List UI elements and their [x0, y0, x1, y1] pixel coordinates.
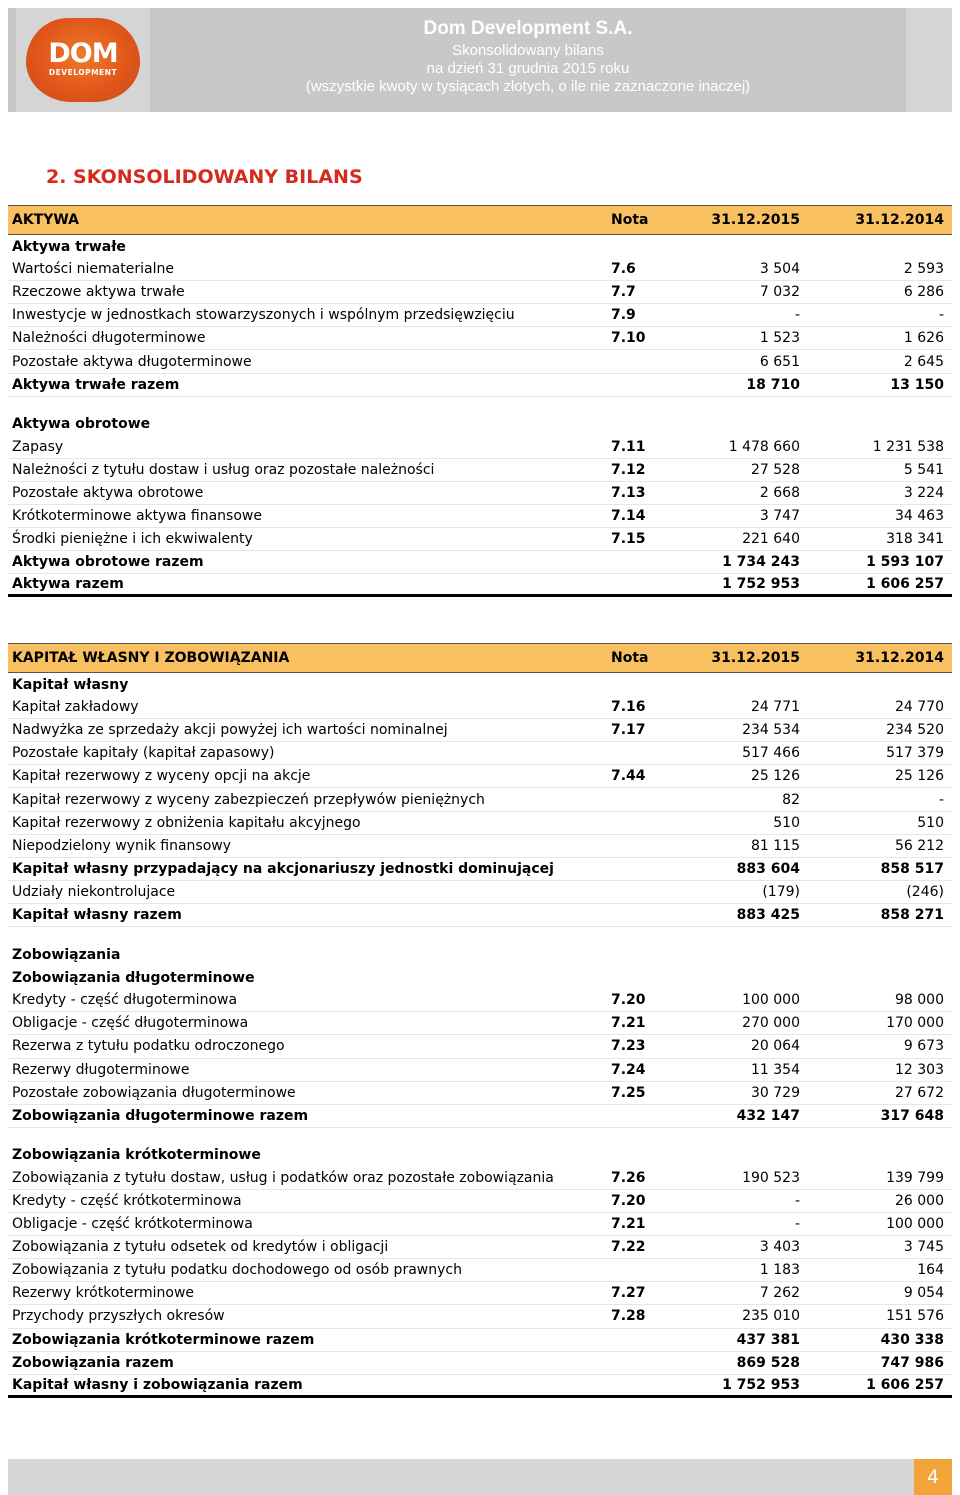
- table-row: [8, 1282, 952, 1305]
- row-label: Aktywa trwałe: [12, 238, 126, 255]
- row-value-2015: 517 466: [742, 745, 800, 762]
- row-label: Aktywa razem: [12, 576, 124, 593]
- row-nota: 7.26: [611, 1169, 646, 1186]
- table-row: [8, 765, 952, 788]
- row-label: Zobowiązania z tytułu dostaw, usług i podatków oraz pozostałe zobowiązania: [12, 1169, 554, 1186]
- row-value-2015: 235 010: [742, 1308, 800, 1325]
- row-nota: 7.12: [611, 461, 646, 478]
- row-value-2014: 3 224: [903, 484, 944, 501]
- row-label: Udziały niekontrolujace: [12, 883, 176, 900]
- row-value-2015: 1 734 243: [722, 554, 800, 571]
- row-nota: 7.44: [611, 768, 646, 785]
- table-row: [8, 1236, 952, 1259]
- row-value-2014: 430 338: [880, 1331, 944, 1348]
- row-value-2014: 747 986: [880, 1354, 944, 1371]
- row-label: Kapitał zakładowy: [12, 699, 139, 716]
- row-value-2014: 100 000: [886, 1216, 944, 1233]
- row-value-2015: 883 425: [736, 906, 800, 923]
- header-right-strip: [906, 8, 952, 112]
- row-label: Należności z tytułu dostaw i usług oraz pozostałe należności: [12, 461, 435, 478]
- table-row: [8, 812, 952, 835]
- row-nota: 7.13: [611, 484, 646, 501]
- row-nota: 7.20: [611, 1193, 646, 1210]
- row-label: Pozostałe aktywa obrotowe: [12, 484, 204, 501]
- assets-table-header: [8, 205, 952, 235]
- table-row: [8, 1259, 952, 1282]
- row-label: Zobowiązania długoterminowe: [12, 969, 255, 986]
- row-label: Rezerwy długoterminowe: [12, 1061, 190, 1078]
- row-value-2015: 81 115: [751, 837, 800, 854]
- row-value-2015: 2 668: [759, 484, 800, 501]
- table-row: [8, 574, 952, 597]
- row-label: Pozostałe kapitały (kapitał zapasowy): [12, 745, 275, 762]
- table-row: [8, 1167, 952, 1190]
- row-value-2015: 27 528: [751, 461, 800, 478]
- table-row: [8, 1305, 952, 1328]
- row-value-2015: 82: [782, 791, 800, 808]
- row-value-2015: 869 528: [736, 1354, 800, 1371]
- row-label: Zobowiązania z tytułu odsetek od kredytów i obligacji: [12, 1239, 389, 1256]
- row-value-2014: 9 054: [903, 1285, 944, 1302]
- row-value-2015: 510: [773, 814, 800, 831]
- page-header: [8, 8, 952, 112]
- row-nota: 7.22: [611, 1239, 646, 1256]
- row-label: Zobowiązania: [12, 946, 121, 963]
- assets-rows: [8, 235, 952, 597]
- spacer-row: [8, 1128, 952, 1144]
- row-value-2015: 270 000: [742, 1015, 800, 1032]
- row-value-2014: 26 000: [895, 1193, 944, 1210]
- row-nota: 7.7: [611, 284, 636, 301]
- row-value-2015: 3 403: [759, 1239, 800, 1256]
- company-name: Dom Development S.A.: [423, 18, 633, 39]
- row-value-2014: -: [938, 791, 944, 808]
- row-value-2015: 437 381: [736, 1331, 800, 1348]
- row-value-2015: 1 183: [759, 1262, 800, 1279]
- table-row: [8, 881, 952, 904]
- row-label: Kapitał własny przypadający na akcjonariuszy jednostki dominującej: [12, 860, 554, 877]
- row-nota: 7.21: [611, 1015, 646, 1032]
- row-value-2014: 317 648: [880, 1107, 944, 1124]
- logo-main-text: DOM: [48, 38, 118, 69]
- row-nota: 7.28: [611, 1308, 646, 1325]
- row-value-2014: 510: [917, 814, 944, 831]
- table-row: [8, 1329, 952, 1352]
- table-row: [8, 858, 952, 881]
- row-nota: 7.27: [611, 1285, 646, 1302]
- row-value-2015: 11 354: [751, 1061, 800, 1078]
- row-nota: 7.17: [611, 722, 646, 739]
- row-label: Pozostałe aktywa długoterminowe: [12, 353, 252, 370]
- row-label: Kapitał rezerwowy z wyceny zabezpieczeń przepływów pieniężnych: [12, 791, 485, 808]
- table-row: [8, 350, 952, 373]
- row-label: Zobowiązania krótkoterminowe: [12, 1147, 261, 1164]
- row-value-2014: 25 126: [895, 768, 944, 785]
- logo-box: [16, 8, 150, 112]
- table-row: [8, 1213, 952, 1236]
- row-value-2015: -: [794, 1216, 800, 1233]
- row-value-2014: 6 286: [903, 284, 944, 301]
- row-nota: 7.20: [611, 992, 646, 1009]
- row-value-2015: 432 147: [736, 1107, 800, 1124]
- row-label: Krótkoterminowe aktywa finansowe: [12, 508, 262, 525]
- row-value-2015: -: [794, 307, 800, 324]
- row-nota: 7.24: [611, 1061, 646, 1078]
- row-value-2015: 3 504: [759, 261, 800, 278]
- equity-liabilities-table: [8, 643, 952, 1398]
- table-row: [8, 989, 952, 1012]
- section-row: [8, 943, 952, 966]
- row-value-2014: 858 517: [880, 860, 944, 877]
- row-label: Zobowiązania długoterminowe razem: [12, 1107, 309, 1124]
- row-label: Kapitał własny razem: [12, 906, 182, 923]
- page-footer: [8, 1459, 952, 1495]
- liabilities-header-nota: Nota: [611, 650, 649, 666]
- section-row: [8, 1144, 952, 1167]
- row-value-2014: 517 379: [886, 745, 944, 762]
- section-row: [8, 673, 952, 696]
- row-label: Środki pieniężne i ich ekwiwalenty: [12, 531, 253, 548]
- table-row: [8, 1352, 952, 1375]
- spacer-row: [8, 927, 952, 943]
- row-value-2014: 1 231 538: [872, 438, 944, 455]
- row-value-2014: 13 150: [890, 376, 944, 393]
- row-value-2015: 221 640: [742, 531, 800, 548]
- row-nota: 7.21: [611, 1216, 646, 1233]
- table-row: [8, 482, 952, 505]
- row-nota: 7.15: [611, 531, 646, 548]
- row-value-2015: 3 747: [759, 508, 800, 525]
- row-nota: 7.6: [611, 261, 636, 278]
- dom-development-logo: [26, 18, 140, 102]
- row-value-2015: 30 729: [751, 1084, 800, 1101]
- row-value-2015: -: [794, 1193, 800, 1210]
- row-value-2015: 1 478 660: [728, 438, 800, 455]
- row-nota: 7.16: [611, 699, 646, 716]
- table-row: [8, 1035, 952, 1058]
- row-value-2014: 234 520: [886, 722, 944, 739]
- row-value-2015: 190 523: [742, 1169, 800, 1186]
- row-label: Wartości niematerialne: [12, 261, 174, 278]
- row-label: Przychody przyszłych okresów: [12, 1308, 225, 1325]
- row-value-2014: 2 645: [903, 353, 944, 370]
- spacer-row: [8, 397, 952, 413]
- table-row: [8, 1190, 952, 1213]
- row-value-2015: 18 710: [746, 376, 800, 393]
- row-value-2014: 34 463: [895, 508, 944, 525]
- table-row: [8, 1105, 952, 1128]
- row-value-2014: 9 673: [903, 1038, 944, 1055]
- row-value-2014: 170 000: [886, 1015, 944, 1032]
- row-label: Kapitał rezerwowy z obniżenia kapitału akcyjnego: [12, 814, 361, 831]
- row-value-2015: 24 771: [751, 699, 800, 716]
- row-value-2014: 164: [917, 1262, 944, 1279]
- report-name: Skonsolidowany bilans: [452, 42, 604, 59]
- liabilities-header-col1: 31.12.2015: [711, 650, 800, 666]
- section-row: [8, 966, 952, 989]
- row-value-2014: 2 593: [903, 261, 944, 278]
- logo-sub-text: DEVELOPMENT: [48, 68, 118, 77]
- row-value-2014: -: [938, 307, 944, 324]
- table-row: [8, 551, 952, 574]
- table-row: [8, 258, 952, 281]
- row-value-2014: 5 541: [903, 461, 944, 478]
- row-label: Kapitał rezerwowy z wyceny opcji na akcje: [12, 768, 311, 785]
- row-label: Aktywa trwałe razem: [12, 376, 180, 393]
- table-row: [8, 1059, 952, 1082]
- row-value-2014: (246): [906, 883, 944, 900]
- table-row: [8, 528, 952, 551]
- row-value-2014: 56 212: [895, 837, 944, 854]
- row-value-2015: 7 032: [759, 284, 800, 301]
- row-value-2015: 1 752 953: [722, 1376, 800, 1393]
- row-nota: 7.14: [611, 508, 646, 525]
- row-value-2014: 24 770: [895, 699, 944, 716]
- row-value-2014: 27 672: [895, 1084, 944, 1101]
- section-row: [8, 413, 952, 436]
- row-value-2015: 6 651: [759, 353, 800, 370]
- row-value-2014: 858 271: [880, 906, 944, 923]
- table-row: [8, 505, 952, 528]
- page-number: 4: [914, 1459, 952, 1495]
- row-label: Kredyty - część krótkoterminowa: [12, 1193, 242, 1210]
- assets-table: [8, 205, 952, 597]
- assets-header-label: AKTYWA: [12, 212, 80, 228]
- row-value-2014: 139 799: [886, 1169, 944, 1186]
- row-value-2015: 25 126: [751, 768, 800, 785]
- row-value-2015: 100 000: [742, 992, 800, 1009]
- liabilities-table-header: [8, 643, 952, 673]
- liabilities-header-label: KAPITAŁ WŁASNY I ZOBOWIĄZANIA: [12, 650, 290, 666]
- table-row: [8, 696, 952, 719]
- liabilities-header-col2: 31.12.2014: [855, 650, 944, 666]
- row-label: Kapitał własny: [12, 676, 129, 693]
- row-label: Inwestycje w jednostkach stowarzyszonych i wspólnym przedsięwzięciu: [12, 307, 515, 324]
- row-label: Rzeczowe aktywa trwałe: [12, 284, 185, 301]
- row-label: Rezerwa z tytułu podatku odroczonego: [12, 1038, 285, 1055]
- row-nota: 7.11: [611, 438, 646, 455]
- table-row: [8, 374, 952, 397]
- row-label: Kapitał własny i zobowiązania razem: [12, 1376, 303, 1393]
- row-value-2015: 1 523: [759, 330, 800, 347]
- row-value-2015: 1 752 953: [722, 576, 800, 593]
- row-value-2014: 98 000: [895, 992, 944, 1009]
- row-label: Zobowiązania razem: [12, 1354, 174, 1371]
- row-value-2014: 1 626: [903, 330, 944, 347]
- row-label: Kredyty - część długoterminowa: [12, 992, 238, 1009]
- row-value-2014: 318 341: [886, 531, 944, 548]
- row-value-2015: 7 262: [759, 1285, 800, 1302]
- row-label: Zobowiązania krótkoterminowe razem: [12, 1331, 315, 1348]
- table-row: [8, 327, 952, 350]
- table-row: [8, 835, 952, 858]
- table-row: [8, 788, 952, 811]
- section-row: [8, 235, 952, 258]
- assets-header-col1: 31.12.2015: [711, 212, 800, 228]
- row-label: Obligacje - część krótkoterminowa: [12, 1216, 253, 1233]
- row-value-2014: 12 303: [895, 1061, 944, 1078]
- assets-header-nota: Nota: [611, 212, 649, 228]
- row-label: Zapasy: [12, 438, 64, 455]
- section-title: 2. SKONSOLIDOWANY BILANS: [46, 166, 363, 188]
- row-nota: 7.9: [611, 307, 636, 324]
- row-label: Aktywa obrotowe razem: [12, 554, 204, 571]
- row-nota: 7.25: [611, 1084, 646, 1101]
- liabilities-rows: [8, 673, 952, 1398]
- row-value-2015: (179): [762, 883, 800, 900]
- report-units-note: (wszystkie kwoty w tysiącach złotych, o ile nie zaznaczone inaczej): [305, 78, 751, 95]
- row-label: Rezerwy krótkoterminowe: [12, 1285, 195, 1302]
- row-value-2014: 1 606 257: [866, 576, 944, 593]
- table-row: [8, 904, 952, 927]
- row-label: Zobowiązania z tytułu podatku dochodowego od osób prawnych: [12, 1262, 462, 1279]
- table-row: [8, 281, 952, 304]
- report-date: na dzień 31 grudnia 2015 roku: [426, 60, 630, 77]
- row-label: Obligacje - część długoterminowa: [12, 1015, 249, 1032]
- row-nota: 7.10: [611, 330, 646, 347]
- row-value-2015: 234 534: [742, 722, 800, 739]
- row-label: Nadwyżka ze sprzedaży akcji powyżej ich wartości nominalnej: [12, 722, 448, 739]
- row-label: Pozostałe zobowiązania długoterminowe: [12, 1084, 296, 1101]
- row-value-2015: 20 064: [751, 1038, 800, 1055]
- table-row: [8, 1082, 952, 1105]
- table-row: [8, 1375, 952, 1398]
- row-label: Niepodzielony wynik finansowy: [12, 837, 232, 854]
- table-row: [8, 1012, 952, 1035]
- table-row: [8, 742, 952, 765]
- row-value-2014: 151 576: [886, 1308, 944, 1325]
- table-row: [8, 459, 952, 482]
- table-row: [8, 436, 952, 459]
- row-value-2014: 1 593 107: [866, 554, 944, 571]
- row-label: Należności długoterminowe: [12, 330, 206, 347]
- row-value-2014: 1 606 257: [866, 1376, 944, 1393]
- row-label: Aktywa obrotowe: [12, 416, 151, 433]
- row-value-2014: 3 745: [903, 1239, 944, 1256]
- assets-header-col2: 31.12.2014: [855, 212, 944, 228]
- table-row: [8, 719, 952, 742]
- row-value-2015: 883 604: [736, 860, 800, 877]
- table-row: [8, 304, 952, 327]
- row-nota: 7.23: [611, 1038, 646, 1055]
